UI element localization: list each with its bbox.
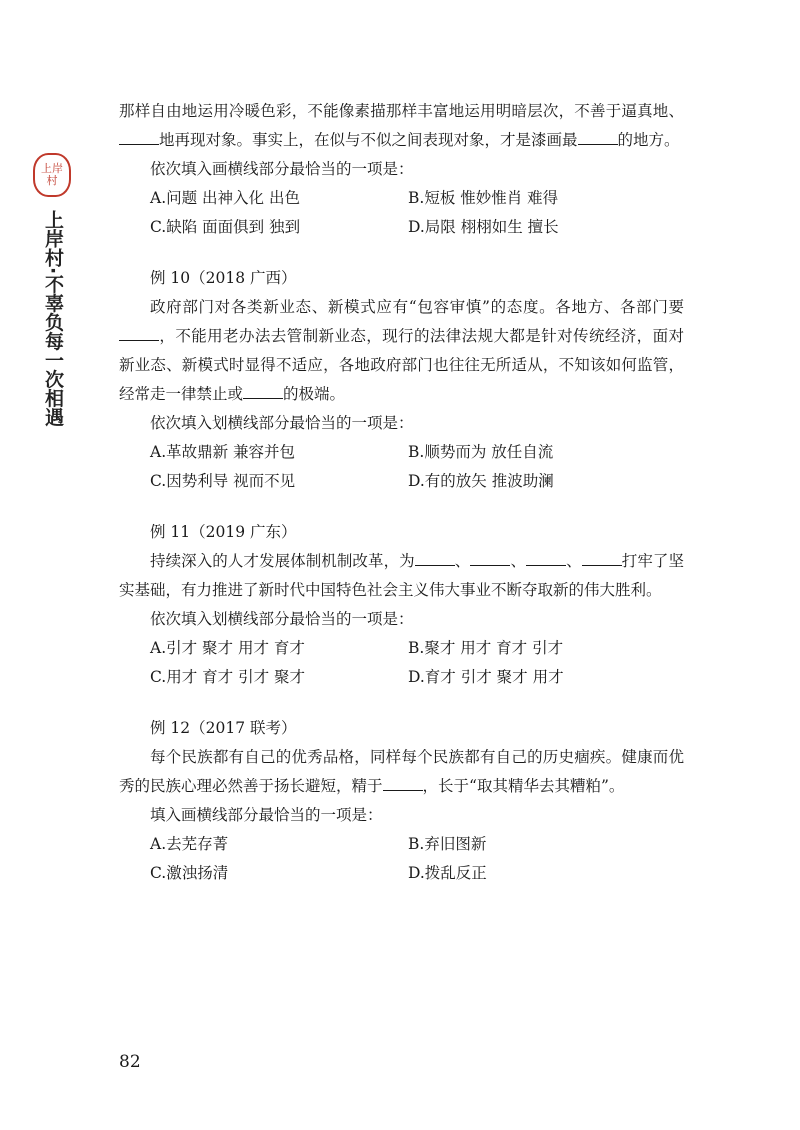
option-c: C.激浊扬清 xyxy=(150,864,229,882)
example-title: 例 12（2017 联考） xyxy=(150,719,297,737)
question-prompt: 填入画横线部分最恰当的一项是： xyxy=(150,806,383,824)
question-prompt: 依次填入画横线部分最恰当的一项是： xyxy=(150,160,414,178)
blank xyxy=(119,325,159,342)
option-a: A.革故鼎新 兼容并包 xyxy=(150,443,296,461)
question-prompt: 依次填入划横线部分最恰当的一项是： xyxy=(150,610,414,628)
blank xyxy=(243,383,283,400)
option-b: B.顺势而为 放任自流 xyxy=(408,443,554,461)
option-b: B.短板 惟妙惟肖 难得 xyxy=(408,189,559,207)
option-a: A.问题 出神入化 出色 xyxy=(150,189,300,207)
blank xyxy=(578,129,618,146)
options-grid xyxy=(119,634,684,692)
option-d: D.局限 栩栩如生 擅长 xyxy=(408,218,559,236)
option-d: D.拨乱反正 xyxy=(408,864,487,882)
option-d: D.育才 引才 聚才 用才 xyxy=(408,668,564,686)
options-grid xyxy=(119,184,684,242)
page-content xyxy=(119,97,684,888)
options-grid xyxy=(119,830,684,888)
publisher-logo: 上岸村 xyxy=(33,153,71,197)
blank xyxy=(582,550,622,567)
option-c: C.用才 育才 引才 聚才 xyxy=(150,668,306,686)
option-d: D.有的放矢 推波助澜 xyxy=(408,472,554,490)
question-prompt: 依次填入划横线部分最恰当的一项是： xyxy=(150,414,414,432)
example-text: 政府部门对各类新业态、新模式应有“包容审慎”的态度。各地方、各部门要，不能用老办法去管制新业态，现行的法律法规大都是针对传统经济，面对新业态、新模式时显得不适应，各地政府部门也往往无所适从，不知该如何监管，经常走一律禁止或 的极端。 xyxy=(119,298,684,403)
example-text: 持续深入的人才发展体制机制改革，为 、 、 、 打牢了坚实基础，有力推进了新时代中国特色社会主义伟大事业不断夺取新的伟大胜利。 xyxy=(119,547,684,605)
option-b: B.弃旧图新 xyxy=(408,835,487,853)
options-grid xyxy=(119,438,684,496)
option-c: C.因势利导 视而不见 xyxy=(150,472,296,490)
option-a: A.去芜存菁 xyxy=(150,835,229,853)
blank xyxy=(415,550,455,567)
example-title: 例 11（2019 广东） xyxy=(150,523,297,541)
example-text: 每个民族都有自己的优秀品格，同样每个民族都有自己的历史痼疾。健康而优秀的民族心理必然善于扬长避短，精于 ，长于“取其精华去其糟粕”。 xyxy=(119,748,684,795)
blank xyxy=(383,775,423,792)
blank xyxy=(470,550,510,567)
blank xyxy=(119,129,159,146)
intro-paragraph: 那样自由地运用冷暖色彩，不能像素描那样丰富地运用明暗层次，不善于逼真地、地再现对象。事实上，在似与不似之间表现对象，才是漆画最 的地方。 xyxy=(119,102,684,149)
option-c: C.缺陷 面面俱到 独到 xyxy=(150,218,301,236)
blank xyxy=(526,550,566,567)
example-title: 例 10（2018 广西） xyxy=(150,269,297,287)
option-a: A.引才 聚才 用才 育才 xyxy=(150,639,305,657)
option-b: B.聚才 用才 育才 引才 xyxy=(408,639,564,657)
side-slogan: 上岸村·不辜负每一次相遇 xyxy=(42,210,64,427)
page-number: 82 xyxy=(119,1052,141,1072)
